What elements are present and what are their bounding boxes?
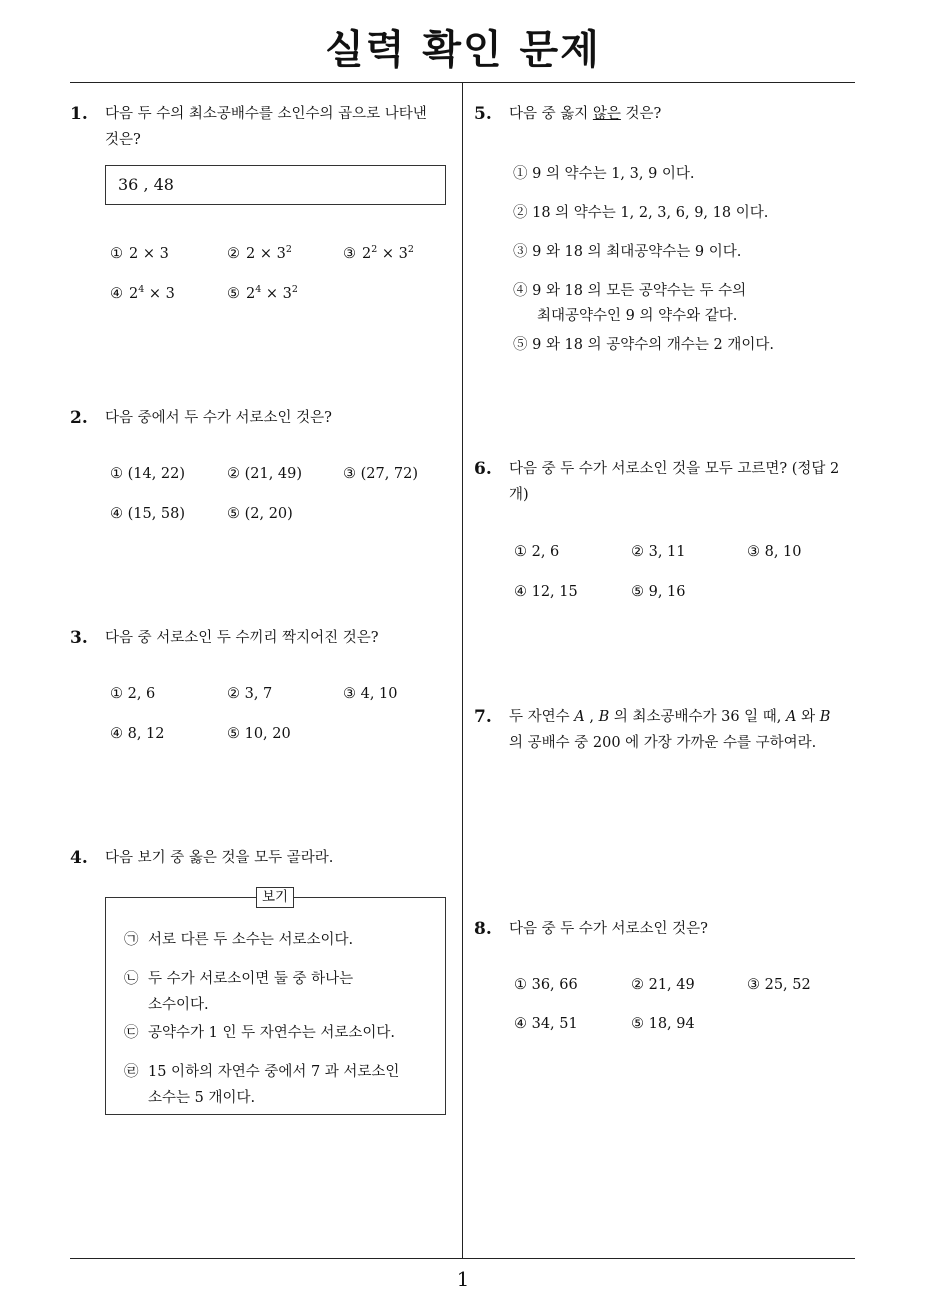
question-text-line <box>509 704 862 730</box>
choice-1[interactable]: ① (14, 22) <box>110 466 186 482</box>
choice-mark: ④ <box>110 286 123 302</box>
question-text <box>509 704 862 756</box>
question-number: 7. <box>474 707 492 727</box>
question-text: 다음 중 두 수가 서로소인 것은? <box>509 921 708 937</box>
choice-1[interactable]: ① 2, 6 <box>514 544 560 560</box>
column-divider <box>462 83 463 1258</box>
choice-value: 2 <box>362 246 372 262</box>
question-number: 4. <box>70 848 88 868</box>
choice-mark: ③ <box>343 246 356 262</box>
question-number: 5. <box>474 104 492 124</box>
text-part: 와 <box>796 709 820 725</box>
variable-b: B <box>819 709 831 725</box>
choice-2[interactable]: ② 3, 7 <box>227 686 273 702</box>
question-number: 1. <box>70 104 88 124</box>
bogi-item-3 <box>124 1020 395 1046</box>
question-text-line: 의 공배수 중 200 에 가장 가까운 수를 구하여라. <box>509 735 817 751</box>
bogi-mark: ㉠ <box>124 932 139 948</box>
choice-3[interactable]: ③ 25, 52 <box>747 977 811 993</box>
exponent: 2 <box>371 244 378 256</box>
question-text-line: 것은? <box>105 132 141 148</box>
choice-5[interactable]: ⑤ (2, 20) <box>227 506 293 522</box>
choice-value: 2 <box>246 286 256 302</box>
exponent: 2 <box>285 244 292 256</box>
choice-value: × 3 <box>144 286 175 302</box>
choice-4[interactable]: ④ (15, 58) <box>110 506 186 522</box>
given-box <box>105 165 446 205</box>
bogi-text: 15 이하의 자연수 중에서 7 과 서로소인 <box>148 1064 400 1080</box>
variable-b: B <box>598 709 610 725</box>
choice-1[interactable] <box>110 246 169 262</box>
choice-3[interactable] <box>343 246 414 262</box>
choice-4[interactable]: ④ 8, 12 <box>110 726 165 742</box>
variable-a: A <box>574 709 585 725</box>
choice-5[interactable]: ⑤ 18, 94 <box>631 1016 695 1032</box>
bogi-mark: ㉡ <box>124 971 139 987</box>
bogi-text: 공약수가 1 인 두 자연수는 서로소이다. <box>148 1025 395 1041</box>
question-number: 8. <box>474 919 492 939</box>
question-text-line: 다음 중 두 수가 서로소인 것을 모두 고르면? (정답 2 <box>509 461 840 477</box>
choice-value: 2 <box>129 286 139 302</box>
question-text <box>509 101 862 127</box>
text-part: 두 자연수 <box>509 709 575 725</box>
choice-2[interactable]: ② 21, 49 <box>631 977 695 993</box>
choice-2[interactable] <box>227 246 292 262</box>
exponent: 2 <box>407 244 414 256</box>
bogi-item-4 <box>124 1059 399 1111</box>
text-part: , <box>584 709 599 725</box>
choice-5[interactable] <box>227 286 298 302</box>
bogi-text: 두 수가 서로소이면 둘 중 하나는 <box>148 971 354 987</box>
question-8 <box>474 916 862 942</box>
question-text <box>509 456 862 508</box>
question-1 <box>70 101 448 153</box>
bottom-rule <box>70 1258 855 1259</box>
question-text <box>105 101 448 153</box>
choice-4-continued: 최대공약수인 9 의 약수와 같다. <box>537 308 738 324</box>
question-2 <box>70 405 448 431</box>
choice-value: 2 × 3 <box>129 246 169 262</box>
choice-2[interactable]: ② 18 의 약수는 1, 2, 3, 6, 9, 18 이다. <box>513 205 769 221</box>
choice-5[interactable]: ⑤ 9, 16 <box>631 584 686 600</box>
question-4 <box>70 845 448 871</box>
choice-mark: ⑤ <box>227 286 240 302</box>
question-text-line: 개) <box>509 487 529 503</box>
question-text: 다음 보기 중 옳은 것을 모두 골라라. <box>105 850 334 866</box>
question-7 <box>474 704 862 756</box>
choice-3[interactable]: ③ 4, 10 <box>343 686 398 702</box>
question-number: 2. <box>70 408 88 428</box>
choice-mark: ① <box>110 246 123 262</box>
question-text-part: 것은? <box>620 106 662 122</box>
choice-1[interactable]: ① 2, 6 <box>110 686 156 702</box>
exponent: 4 <box>255 284 262 296</box>
page-title: 실력 확인 문제 <box>325 27 601 73</box>
question-number: 3. <box>70 628 88 648</box>
choice-3[interactable]: ③ 9 와 18 의 최대공약수는 9 이다. <box>513 244 742 260</box>
question-text-part: 다음 중 옳지 <box>509 106 593 122</box>
choice-2[interactable]: ② (21, 49) <box>227 466 303 482</box>
choice-5[interactable]: ⑤ 10, 20 <box>227 726 291 742</box>
choice-5[interactable]: ⑤ 9 와 18 의 공약수의 개수는 2 개이다. <box>513 337 774 353</box>
question-6 <box>474 456 862 508</box>
choice-1[interactable]: ① 9 의 약수는 1, 3, 9 이다. <box>513 166 695 182</box>
text-part: 의 최소공배수가 36 일 때, <box>609 709 786 725</box>
choice-4[interactable] <box>110 286 175 302</box>
bogi-text: 소수이다. <box>148 997 209 1013</box>
question-5 <box>474 101 862 127</box>
bogi-label: 보기 <box>256 887 294 908</box>
choice-value: 2 × 3 <box>246 246 286 262</box>
bogi-item-2 <box>124 966 353 1018</box>
choice-value: × 3 <box>261 286 292 302</box>
question-3 <box>70 625 448 651</box>
question-text: 다음 중에서 두 수가 서로소인 것은? <box>105 410 332 426</box>
choice-4[interactable]: ④ 12, 15 <box>514 584 578 600</box>
variable-a: A <box>786 709 797 725</box>
given-values: 36 , 48 <box>118 175 174 194</box>
choice-3[interactable]: ③ 8, 10 <box>747 544 802 560</box>
choice-1[interactable]: ① 36, 66 <box>514 977 578 993</box>
page-number: 1 <box>456 1267 470 1291</box>
choice-3[interactable]: ③ (27, 72) <box>343 466 419 482</box>
question-text: 다음 중 서로소인 두 수끼리 짝지어진 것은? <box>105 630 379 646</box>
choice-mark: ② <box>227 246 240 262</box>
question-number: 6. <box>474 459 492 479</box>
bogi-mark: ㉣ <box>124 1064 139 1080</box>
choice-4[interactable]: ④ 9 와 18 의 모든 공약수는 두 수의 <box>513 283 747 299</box>
exponent: 2 <box>291 284 298 296</box>
exponent: 4 <box>138 284 145 296</box>
bogi-text: 서로 다른 두 소수는 서로소이다. <box>148 932 354 948</box>
choice-2[interactable]: ② 3, 11 <box>631 544 686 560</box>
choice-4[interactable]: ④ 34, 51 <box>514 1016 578 1032</box>
bogi-item-1 <box>124 927 353 953</box>
question-text-line: 다음 두 수의 최소공배수를 소인수의 곱으로 나타낸 <box>105 106 427 122</box>
bogi-mark: ㉢ <box>124 1025 139 1041</box>
bogi-text: 소수는 5 개이다. <box>148 1090 256 1106</box>
underlined-word: 않은 <box>592 106 621 122</box>
bogi-box <box>105 889 446 1115</box>
choice-value: × 3 <box>377 246 408 262</box>
